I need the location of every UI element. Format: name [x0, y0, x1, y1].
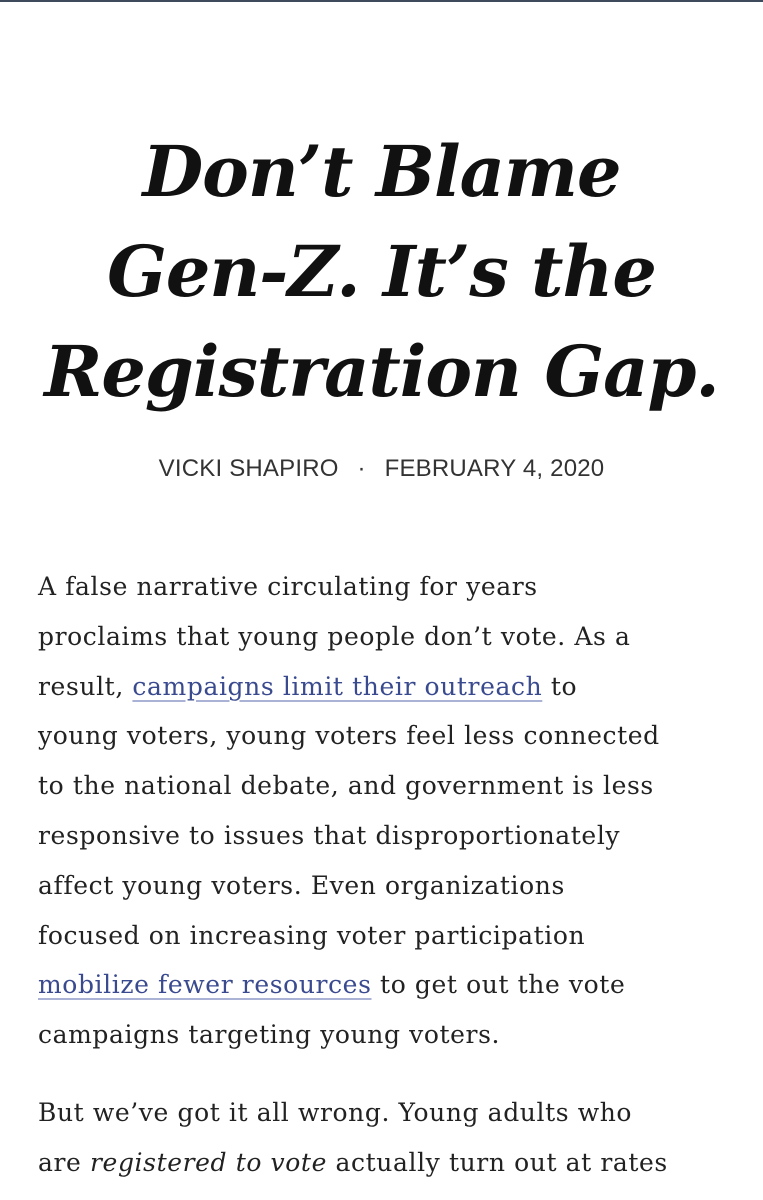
- paragraph-line: A false narrative circulating for years: [38, 572, 538, 601]
- byline-separator: ·: [357, 455, 366, 482]
- title-line: Registration Gap.: [44, 330, 719, 413]
- paragraph-line: affect young voters. Even organizations: [38, 870, 565, 900]
- text-fragment: actually turn out at rates: [326, 1147, 668, 1177]
- title-line: Gen-Z. It’s the: [107, 230, 656, 313]
- paragraph-line: proclaims that young people don’t vote. As a: [38, 621, 631, 651]
- campaigns-outreach-link[interactable]: campaigns limit their outreach: [132, 671, 543, 701]
- paragraph-line: [38, 960, 743, 1010]
- emphasized-text: registered to vote: [90, 1147, 327, 1177]
- paragraph: [38, 562, 743, 1060]
- byline: [0, 452, 763, 486]
- author-name[interactable]: VICKI SHAPIRO: [158, 455, 339, 482]
- paragraph-line: focused on increasing voter participation: [38, 920, 586, 950]
- paragraph-line: young voters, young voters feel less connected: [38, 721, 660, 751]
- top-border: [0, 0, 763, 2]
- mobilize-resources-link[interactable]: mobilize fewer resources: [38, 970, 372, 1000]
- paragraph-line: [38, 662, 743, 712]
- paragraph-line: to the national debate, and government is less: [38, 771, 654, 801]
- paragraph-line: [38, 1138, 743, 1188]
- paragraph-line: campaigns targeting young voters.: [38, 1020, 501, 1050]
- text-fragment: are: [38, 1147, 90, 1177]
- article-body: [38, 562, 743, 1177]
- paragraph-line: responsive to issues that disproportionately: [38, 820, 621, 850]
- text-fragment: result,: [38, 671, 133, 701]
- article-title: [20, 122, 743, 422]
- paragraph-line: But we’ve got it all wrong. Young adults who: [38, 1098, 633, 1127]
- text-fragment: to: [542, 671, 578, 701]
- publish-date: FEBRUARY 4, 2020: [384, 455, 605, 482]
- text-fragment: to get out the vote: [371, 970, 626, 1000]
- paragraph: [38, 1088, 743, 1188]
- title-line: Don’t Blame: [142, 130, 621, 213]
